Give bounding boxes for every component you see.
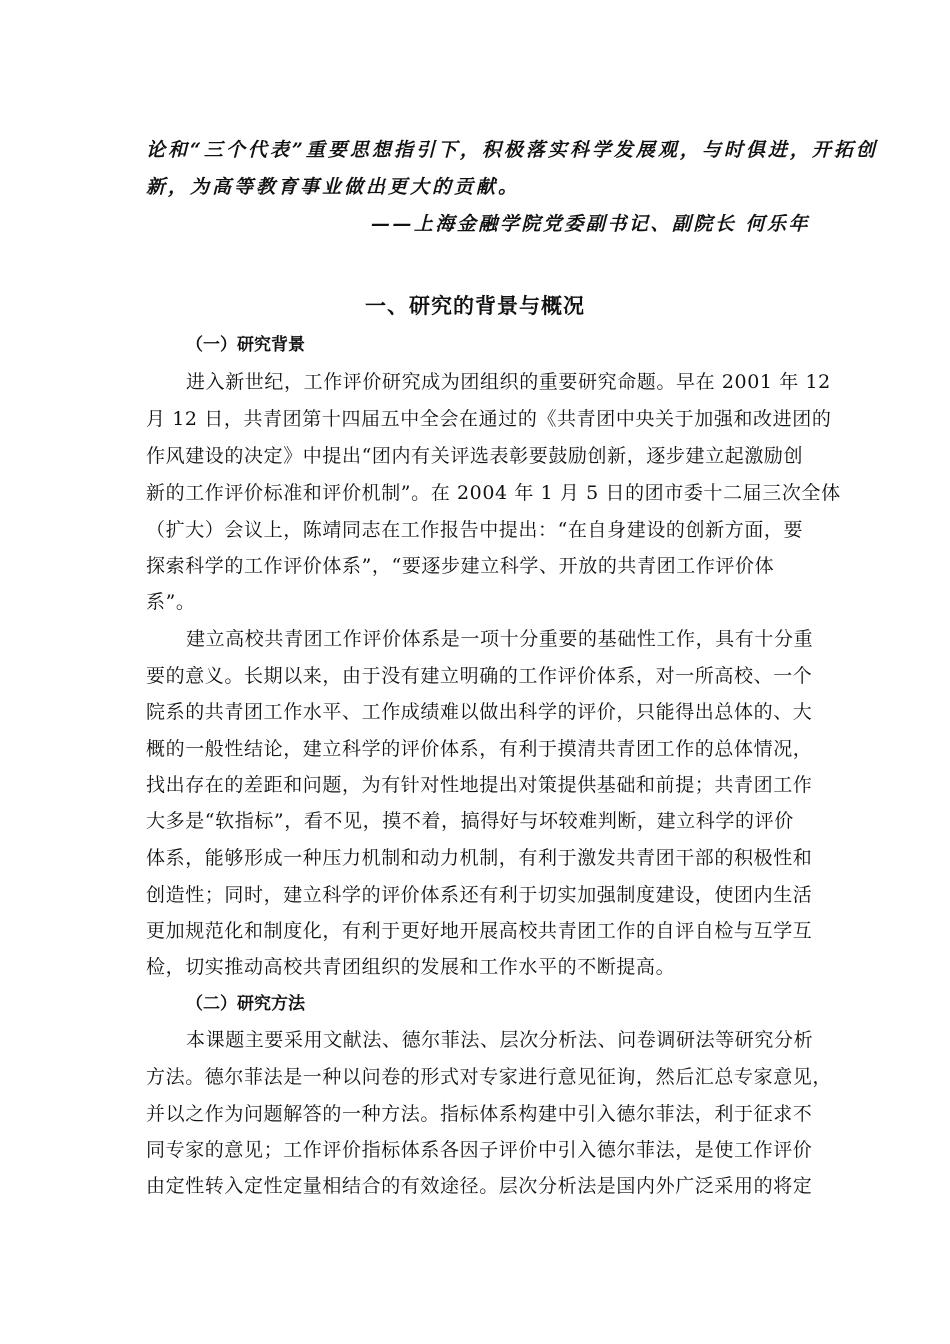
- paragraph-line: 并以之作为问题解答的一种方法。指标体系构建中引入德尔菲法，利于征求不: [146, 1103, 813, 1125]
- subsection-heading-method: （二）研究方法: [186, 994, 305, 1014]
- paragraph-line: 同专家的意见；工作评价指标体系各因子评价中引入德尔菲法，是使工作评价: [146, 1139, 813, 1161]
- paragraph-line: 月 12 日，共青团第十四届五中全会在通过的《共青团中央关于加强和改进团的: [146, 408, 832, 430]
- paragraph-line: 更加规范化和制度化，有利于更好地开展高校共青团工作的自评自检与互学互: [146, 920, 813, 942]
- paragraph-line: 新的工作评价标准和评价机制”。在 2004 年 1 月 5 日的团市委十二届三次全体: [146, 482, 841, 504]
- paragraph-line: （扩大）会议上，陈靖同志在工作报告中提出：“在自身建设的创新方面，要: [146, 519, 804, 541]
- paragraph-line: 要的意义。长期以来，由于没有建立明确的工作评价体系，对一所高校、一个: [146, 665, 813, 687]
- paragraph-line: 找出存在的差距和问题，为有针对性地提出对策提供基础和前提；共青团工作: [146, 774, 813, 796]
- paragraph-line: 概的一般性结论，建立科学的评价体系，有利于摸清共青团工作的总体情况，: [146, 738, 813, 760]
- paragraph-line: 方法。德尔菲法是一种以问卷的形式对专家进行意见征询，然后汇总专家意见，: [146, 1066, 833, 1088]
- paragraph-line: 系”。: [146, 591, 196, 613]
- paragraph-line: 本课题主要采用文献法、德尔菲法、层次分析法、问卷调研法等研究分析: [186, 1029, 814, 1051]
- paragraph-line: 体系，能够形成一种压力机制和动力机制，有利于激发共青团干部的积极性和: [146, 847, 813, 869]
- paragraph-line: 探索科学的工作评价体系”，“要逐步建立科学、开放的共青团工作评价体: [146, 555, 775, 577]
- paragraph-line: 由定性转入定性定量相结合的有效途径。层次分析法是国内外广泛采用的将定: [146, 1175, 813, 1197]
- paragraph-line: 院系的共青团工作水平、工作成绩难以做出科学的评价，只能得出总体的、大: [146, 701, 813, 723]
- paragraph-line: 创造性；同时，建立科学的评价体系还有利于切实加强制度建设，使团内生活: [146, 884, 813, 906]
- paragraph-line: 作风建设的决定》中提出“团内有关评选表彰要鼓励创新，逐步建立起激励创: [146, 445, 804, 467]
- paragraph-line: 检，切实推动高校共青团组织的发展和工作水平的不断提高。: [146, 956, 676, 978]
- quote-attribution: ——上海金融学院党委副书记、副院长 何乐年: [370, 213, 810, 235]
- paragraph-line: 建立高校共青团工作评价体系是一项十分重要的基础性工作，具有十分重: [186, 628, 814, 650]
- section-title: 一、研究的背景与概况: [365, 294, 585, 318]
- subsection-heading-background: （一）研究背景: [186, 335, 305, 355]
- quote-line: 论和“三个代表”重要思想指引下，积极落实科学发展观，与时俱进，开拓创: [146, 139, 878, 161]
- paragraph-line: 进入新世纪，工作评价研究成为团组织的重要研究命题。早在 2001 年 12: [186, 371, 831, 393]
- quote-line: 新，为高等教育事业做出更大的贡献。: [146, 176, 521, 198]
- paragraph-line: 大多是“软指标”，看不见，摸不着，搞得好与坏较难判断，建立科学的评价: [146, 810, 794, 832]
